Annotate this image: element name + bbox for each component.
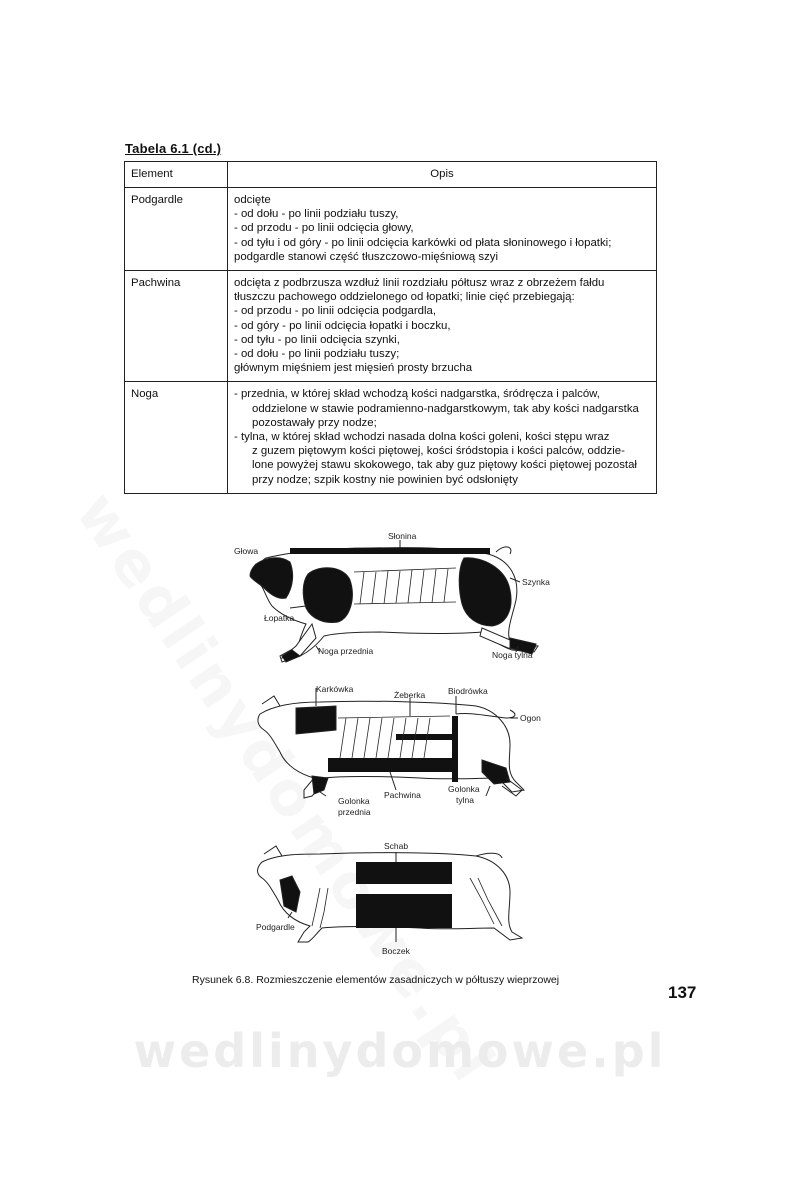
desc-line: odcięta z podbrzusza wzdłuż linii rozdziału półtusz wraz z obrzeżem fałdu [234, 277, 605, 290]
page-number: 137 [668, 983, 697, 1002]
desc-line: - od góry - po linii odcięcia łopatki i boczku, [234, 319, 451, 332]
row-description-podgardle [228, 188, 657, 271]
pig1-shoulder-black [303, 568, 352, 623]
cuts-table [124, 161, 657, 494]
pig1-leader-lopatka [290, 606, 306, 608]
pig1-ham-black [459, 558, 511, 626]
row-description-noga [228, 382, 657, 493]
desc-line: - przednia, w której skład wchodzą kości nadgarstka, śródręcza i palców, [234, 388, 600, 401]
row-element-noga: Noga [125, 382, 228, 493]
label-golonka-tylna-1: Golonka [448, 784, 480, 794]
pig-diagram-2 [258, 688, 524, 798]
pig3-ear [264, 846, 282, 856]
pig2-karkowka-black [296, 706, 336, 734]
pig3-boczek-black [356, 894, 452, 928]
pig-diagram-3 [258, 846, 523, 942]
pig-diagram-1 [250, 540, 538, 662]
table-row [125, 188, 657, 271]
pig3-podgardle-black [280, 876, 300, 912]
label-noga-przednia: Noga przednia [318, 646, 374, 656]
pig2-leader-golonka-tylna [486, 786, 490, 796]
label-golonka-tylna-2: tylna [456, 795, 474, 805]
desc-line: tłuszczu pachowego oddzielonego od łopatki; linie cięć przebiegają: [234, 291, 575, 304]
pig2-pachwina-strip [328, 758, 452, 772]
label-glowa: Głowa [234, 546, 259, 556]
pig1-slonina-strip [290, 548, 490, 554]
table-header-row [125, 162, 657, 188]
label-szynka: Szynka [522, 577, 550, 587]
desc-line: odcięte [234, 194, 271, 206]
desc-line: - od tyłu - po linii odcięcia szynki, [234, 333, 400, 346]
table-row [125, 271, 657, 382]
pig3-schab-black [356, 862, 452, 884]
label-biodrowka: Biodrówka [448, 686, 488, 696]
row-description-pachwina [228, 271, 657, 382]
desc-line: - od dołu - po linii podziału tuszy; [234, 348, 400, 361]
desc-line: - od przodu - po linii odcięcia podgardla, [234, 305, 436, 318]
label-lopatka: Łopatka [264, 613, 295, 623]
desc-line: przy nodze; szpik kostny nie powinien być odsłonięty [252, 473, 518, 486]
desc-line: - od tyłu i od góry - po linii odcięcia karkówki od płata słoninowego i łopatki; [234, 236, 612, 249]
label-podgardle: Podgardle [256, 922, 295, 932]
pig1-head-black [250, 558, 293, 599]
pork-cuts-figure [220, 528, 570, 968]
desc-line: lone powyżej stawu skokowego, tak aby guz piętowy kości piętowej pozostał [252, 459, 637, 472]
pig2-ear [262, 696, 280, 706]
label-zeberka: Żeberka [394, 690, 426, 700]
desc-line: podgardle stanowi część tłuszczowo-mięśniową szyi [234, 250, 498, 263]
pig2-tail [456, 710, 515, 718]
desc-line: z guzem piętowym kości piętowej, kości śródstopia i kości palców, oddzie- [252, 445, 625, 458]
desc-line: głównym mięśniem jest mięsień prosty brzucha [234, 362, 473, 375]
pig1-tail [496, 547, 511, 554]
pig2-leader-golonka-przednia [320, 792, 326, 796]
table-row [125, 382, 657, 493]
label-boczek: Boczek [382, 946, 410, 956]
pig1-ribs [354, 568, 456, 604]
header-description: Opis [228, 162, 657, 188]
label-schab: Schab [384, 841, 409, 851]
desc-line: pozostawały przy nodze; [252, 416, 377, 429]
label-golonka-przednia-2: przednia [338, 807, 371, 817]
pig2-biodrowka-strip [452, 716, 458, 782]
header-element: Element [125, 162, 228, 188]
figure-caption: Rysunek 6.8. Rozmieszczenie elementów zasadniczych w półtuszy wieprzowej [192, 974, 560, 986]
desc-line: - tylna, w której skład wchodzi nasada dolna kości goleni, kości stępu wraz [234, 431, 610, 444]
row-element-pachwina: Pachwina [125, 271, 228, 382]
pig2-leader-pachwina [390, 772, 396, 790]
pig2-front-golonka [312, 776, 328, 794]
label-noga-tylna: Noga tylna [492, 650, 533, 660]
desc-line: oddzielone w stawie podramienno-nadgarstkowym, tak aby kości nadgarstka [252, 402, 639, 415]
desc-line: - od przodu - po linii odcięcia głowy, [234, 222, 414, 235]
label-karkowka: Karkówka [316, 684, 354, 694]
footer-watermark: wedlinydomowe.pl [133, 1024, 667, 1078]
pig2-loin-strip [396, 734, 452, 740]
desc-line: - od dołu - po linii podziału tuszy, [234, 208, 399, 221]
label-slonina: Słonina [388, 531, 417, 541]
table-caption: Tabela 6.1 (cd.) [125, 141, 222, 156]
row-element-podgardle: Podgardle [125, 188, 228, 271]
label-pachwina: Pachwina [384, 790, 421, 800]
pork-cuts-diagram [220, 528, 570, 968]
label-ogon: Ogon [520, 713, 541, 723]
label-golonka-przednia-1: Golonka [338, 796, 370, 806]
pig2-hind-golonka [482, 760, 510, 784]
